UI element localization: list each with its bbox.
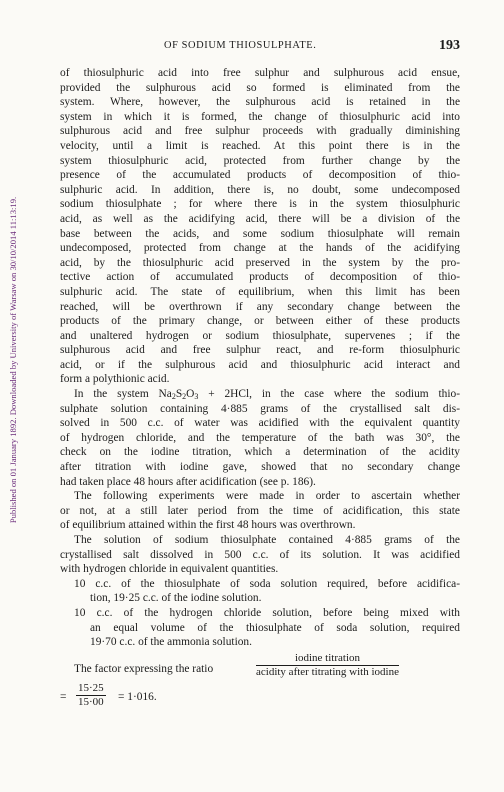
text-line: undecomposed, protected from change at the hands of the acidifying: [60, 242, 460, 255]
text-line: of thiosulphuric acid into free sulphur and sulphurous acid ensue,: [60, 67, 460, 79]
text-line: 10 c.c. of the thiosulphate of soda solution required, before acidifica-: [74, 577, 460, 590]
download-watermark: [6, 80, 20, 640]
running-title: OF SODIUM THIOSULPHATE.: [164, 40, 317, 51]
value-denominator: 15·00: [78, 695, 104, 708]
measurement-item-1: [60, 577, 460, 606]
ratio-formula: [60, 650, 460, 682]
watermark-text: Published on 01 January 1892. Downloaded by University of Warsaw on 30/10/2014 11:13:19.: [8, 196, 18, 524]
text-line: sulphuric acid. In addition, there is, no doubt, some undecomposed: [60, 183, 460, 196]
ratio-result: = 1·016.: [118, 690, 157, 703]
text-line: crystallised salt dissolved in 500 c.c. of its solution. It was acidified: [60, 548, 460, 561]
paragraph-2: [60, 387, 460, 489]
text-line: of hydrogen chloride, and the temperature of the bath was 30°, the: [60, 431, 460, 444]
text-line: acid, or if the sulphurous acid and thiosulphuric acid interact and: [60, 358, 460, 371]
text-line: system. Where, however, the sulphurous acid is retained in the: [60, 96, 460, 109]
text-line: presence of the accumulated products of decomposition of thio-: [60, 169, 460, 182]
text-line: system in which it is formed, the change of thiosulphuric acid into: [60, 110, 460, 123]
text-line: products of the primary change, or between either of these products: [60, 315, 460, 328]
body-text: [60, 66, 460, 712]
equals-sign: =: [60, 690, 67, 703]
text-line: provided the sulphurous acid so formed is eliminated from the: [60, 81, 460, 94]
text-line: system thiosulphuric acid, protected from further change by the: [60, 154, 460, 167]
value-fraction: [76, 682, 106, 709]
text-line: base between the acids, and some sodium thiosulphate will remain: [60, 227, 460, 240]
formula-lead: The factor expressing the ratio: [74, 662, 214, 675]
text-line: had taken place 48 hours after acidification (see p. 186).: [60, 475, 316, 488]
measurement-item-2: [60, 606, 460, 650]
text-line: with hydrogen chloride in equivalent quantities.: [60, 563, 279, 576]
text-line: 10 c.c. of the hydrogen chloride solution, before being mixed with: [74, 606, 460, 619]
text-line: tective action of accumulated products of decomposition of thio-: [60, 271, 460, 284]
text-line: 19·70 c.c. of the ammonia solution.: [90, 636, 252, 649]
text-line: form a polythionic acid.: [60, 373, 170, 386]
text-line: velocity, until a limit is reached. At this point there is in the: [60, 139, 460, 152]
text-line: tion, 19·25 c.c. of the iodine solution.: [90, 592, 262, 605]
text-line: or not, at a still later period from the time of acidification, this state: [60, 504, 460, 517]
ratio-value: [60, 682, 460, 712]
text-line: sulphurous acid and free sulphur proceeds with gradually diminishing: [60, 125, 460, 138]
text-line: The following experiments were made in order to ascertain whether: [74, 490, 460, 503]
text-line: acid, by the thiosulphuric acid preserved in the system by the pro-: [60, 256, 460, 269]
text-line: sodium thiosulphate ; for where there is in the system thiosulphuric: [60, 198, 460, 211]
text-line: sulphuric acid. The state of equilibrium, when this limit has been: [60, 285, 460, 298]
paragraph-4: [60, 533, 460, 577]
page-header: [60, 40, 460, 56]
text-line: and unaltered hydrogen or sodium thiosulphate, supervenes ; if the: [60, 329, 460, 342]
text-line: The solution of sodium thiosulphate contained 4·885 grams of the: [74, 534, 460, 546]
paragraph-1: [60, 66, 460, 387]
page-number: 193: [439, 38, 460, 53]
text-line: acid, as well as the acidifying acid, there will be a division of the: [60, 212, 460, 225]
ratio-numerator: iodine titration: [256, 652, 399, 666]
text-line: sulphate solution containing 4·885 grams of the crystallised salt dis-: [60, 402, 460, 415]
text-line: an equal volume of the thiosulphate of soda solution, required: [90, 621, 460, 634]
text-line: check on the iodine titration, which a determination of the acidity: [60, 446, 460, 459]
text-line: of equilibrium attained within the first 48 hours was overthrown.: [60, 519, 356, 532]
text-line: In the system $Na_2S_2O_3 + 2HCl$, in the case where the sodium thio-: [74, 388, 460, 402]
text-line: sulphurous acid and free sulphur react, and re-form thiosulphuric: [60, 344, 460, 357]
text-line: solved in 500 c.c. of water was acidified with the equivalent quantity: [60, 417, 460, 430]
text-line: reached, will be overthrown if any secondary change between the: [60, 300, 460, 313]
ratio-fraction: [256, 652, 399, 679]
ratio-denominator: acidity after titrating with iodine: [256, 665, 399, 678]
value-numerator: 15·25: [78, 681, 104, 694]
text-line: after titration with iodine gave, showed that no secondary change: [60, 461, 460, 474]
paragraph-3: [60, 489, 460, 533]
